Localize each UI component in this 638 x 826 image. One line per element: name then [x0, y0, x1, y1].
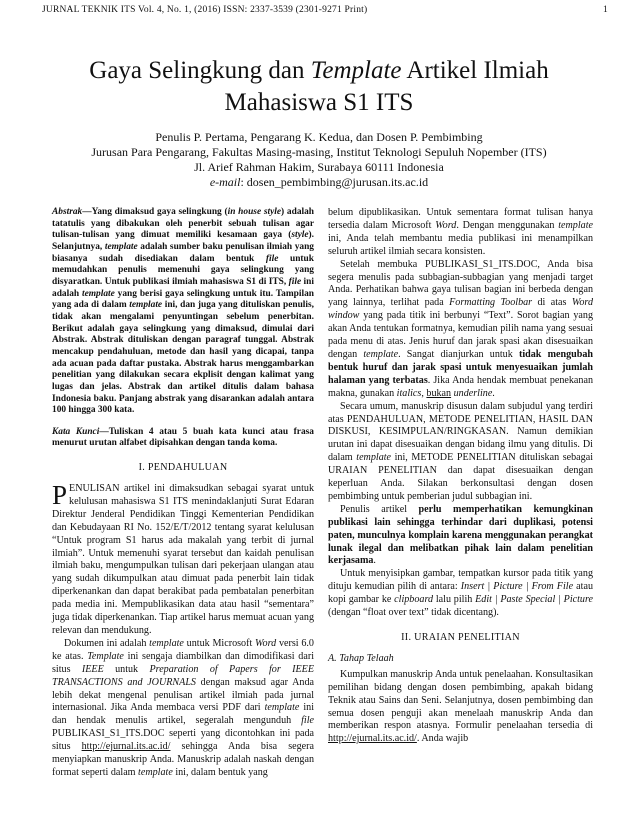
body-paragraph-structure: Secara umum, manuskrip disusun dalam subjudul yang terdiri atas PENDAHULUAN, METODE PENELITIAN, HASIL DAN DISKUSI, KESIMPULAN/RINGKASAN. Namun demikian urutan ini dapat disesuaikan dengan bidang ilmu yang ditulis. Di dalam template ini, METODE PENELITIAN dituliskan sebagai URAIAN PENELITIAN dan dapat disesuaikan dengan keperluan Anda. Silakan berkonsultasi dengan dosen pembimbing untuk pemberian judul subbagian ini.: [328, 400, 593, 502]
drop-cap: P: [52, 480, 68, 511]
paper-title: Gaya Selingkung dan Template Artikel Ilmiah Mahasiswa S1 ITS: [89, 57, 549, 116]
intro-paragraph-1: PENULISAN artikel ini dimaksudkan sebagai syarat untuk kelulusan mahasiswa S1 ITS menindaklanjuti Surat Edaran Direktur Jenderal Pendidikan Tinggi Kementerian Pendidikan dan Kebudayaan RI No. 152/E/T/2012 tentang syarat kelulusan “Untuk program S1 harus ada makalah yang terbit di jurnal ilmiah”. Untuk memenuhi syarat tersebut dan kaidah penulisan ilmiah baku, mengumpulkan tulisan dari pekerjaan ulangan atau yang sudah dikumpulkan atau dimuat pada penerbit lain tidak diperkenankan dan dapat berakibat pada pembatalan penerbitan pada media ini. Mempublikasikan data atau hasil “sementara” juga tidak diperkenankan. Tiap artikel harus memuat acuan yang relevan dan mendukung.: [52, 480, 314, 636]
body-paragraph-format: Setelah membuka PUBLIKASI_S1_ITS.DOC, Anda bisa segera menulis pada subbagian-subbagian yang menjadi target Anda. Perhatikan bahwa gaya tulisan bagian ini berbeda dengan yang lainnya, terlihat pada Formatting Toolbar di atas Word window yang pada titik ini berbunyi “Text”. Sorot bagian yang akan Anda tentukan formatnya, kemudian pilih nama yang sesuai pada menu di atas. Jenis huruf dan jarak spasi akan disesuaikan dengan template. Sangat dianjurkan untuk tidak mengubah bentuk huruf dan jarak spasi untuk menyesuaikan jumlah halaman yang terbatas. Jika Anda hendak membuat penekanan makna, gunakan italics, bukan underline.: [328, 258, 594, 399]
body-paragraph-review: Kumpulkan manuskrip Anda untuk penelaahan. Konsultasikan pemilihan bidang dengan dosen pembimbing, apakah bidang Teknik atau Sains dan Seni. Selanjutnya, dosen pembimbing dan semua dosen penguji akan menelaah manuskrip Anda dan memberikan respon atasnya. Formulir penelaahan tersedia di http://ejurnal.its.ac.id/. Anda wajib: [328, 668, 593, 745]
body-paragraph-continued: belum dipublikasikan. Untuk sementara format tulisan hanya tersedia dalam Microsoft Word. Dengan menggunakan template ini, Anda telah membantu media publikasi ini menampilkan seluruh artikel ilmiah secara konsisten.: [328, 207, 593, 257]
right-column: [328, 207, 593, 746]
subsection-heading-telaah: A. Tahap Telaah: [328, 652, 394, 664]
page-number: 1: [603, 5, 608, 15]
author-email: e-mail: dosen_pembimbing@jurusan.its.ac.id: [209, 175, 429, 189]
body-paragraph-publication: Penulis artikel perlu memperhatikan kemungkinan publikasi lain sehingga terhindar dari duplikasi, potensi paten, munculnya komplain karena menggunakan perangkat lunak ilegal dan melibatkan pihak lain dalam penelitian kerjasama.: [328, 503, 593, 567]
section-heading-uraian: II. URAIAN PENELITIAN: [401, 632, 520, 643]
author-block: [40, 130, 598, 190]
affiliation-dept: Jurusan Para Pengarang, Fakultas Masing-masing, Institut Teknologi Sepuluh Nopember (ITS): [91, 145, 547, 159]
section-heading-pendahuluan: I. PENDAHULUAN: [138, 462, 228, 474]
journal-info: JURNAL TEKNIK ITS Vol. 4, No. 1, (2016) ISSN: 2337-3539 (2301-9271 Print): [42, 5, 368, 15]
affiliation-address: Jl. Arief Rahman Hakim, Surabaya 60111 Indonesia: [194, 160, 444, 174]
ejurnal-link-2[interactable]: http://ejurnal.its.ac.id/: [328, 733, 417, 745]
running-header: [42, 5, 608, 19]
keywords: Kata Kunci—Tuliskan 4 atau 5 buah kata kunci atau frasa menurut urutan alfabet dipisahkan dengan tanda koma.: [52, 426, 314, 449]
left-column: [52, 207, 314, 780]
ejurnal-link[interactable]: http://ejurnal.its.ac.id/: [81, 741, 171, 753]
author-names: Penulis P. Pertama, Pengarang K. Kedua, dan Dosen P. Pembimbing: [155, 130, 483, 144]
intro-paragraph-2: Dokumen ini adalah template untuk Microsoft Word versi 6.0 ke atas. Template ini sengaja diambilkan dan dimodifikasi dari situs IEEE untuk Preparation of Papers for IEEE TRANSACTIONS and JOURNALS dengan maksud agar Anda lebih dekat mengenal penulisan artikel ilmiah pada jurnal internasional. Jika Anda membaca versi PDF dari template ini dan hendak menulis artikel, segeralah mengunduh file PUBLIKASI_S1_ITS.DOC seperti yang dicontohkan ini pada situs http://ejurnal.its.ac.id/ sehingga Anda bisa segera menyiapkan manuskrip Anda. Manuskrip adalah naskah dengan format seperti dalam template ini, dalam bentuk yang: [52, 637, 314, 778]
body-paragraph-figures: Untuk menyisipkan gambar, tempatkan kursor pada titik yang dituju kemudian pilih di antara: Insert | Picture | From File atau kopi gambar ke clipboard lalu pilih Edit | Paste Special | Picture (dengan “float over text” tidak dicentang).: [328, 568, 593, 619]
abstract: Abstrak—Yang dimaksud gaya selingkung (in house style) adalah tatatulis yang dibakukan oleh penerbit sebuah tulisan agar tulisan-tulisan yang dimuat memiliki kesamaan gaya (style). Selanjutnya, template adalah sumber baku penulisan ilmiah yang biasanya sudah disediakan dalam bentuk file untuk memudahkan penulis memenuhi gaya selingkung yang disyaratkan. Untuk publikasi ilmiah mahasiswa S1 di ITS, file ini adalah template yang berisi gaya selingkung untuk itu. Tampilan yang ada di dalam template ini, dan juga yang dituliskan penulis, tidak akan mengalami penyuntingan sebelum penerbitan. Berikut adalah gaya selingkung yang dimaksud, dimulai dari Abstrak. Abstrak dituliskan dengan paragraf tunggal. Abstrak mencakup pendahuluan, metode dan hasil yang dicapai, tanpa ada acuan pada daftar pustaka. Abstrak harus menggambarkan penelitian yang dilakukan secara ekplisit dengan kalimat yang lugas dan jelas. Abstrak dan artikel ditulis dalam bahasa Indonesia baku. Panjang abstrak yang disarankan adalah antara 100 hingga 300 kata.: [52, 207, 315, 416]
